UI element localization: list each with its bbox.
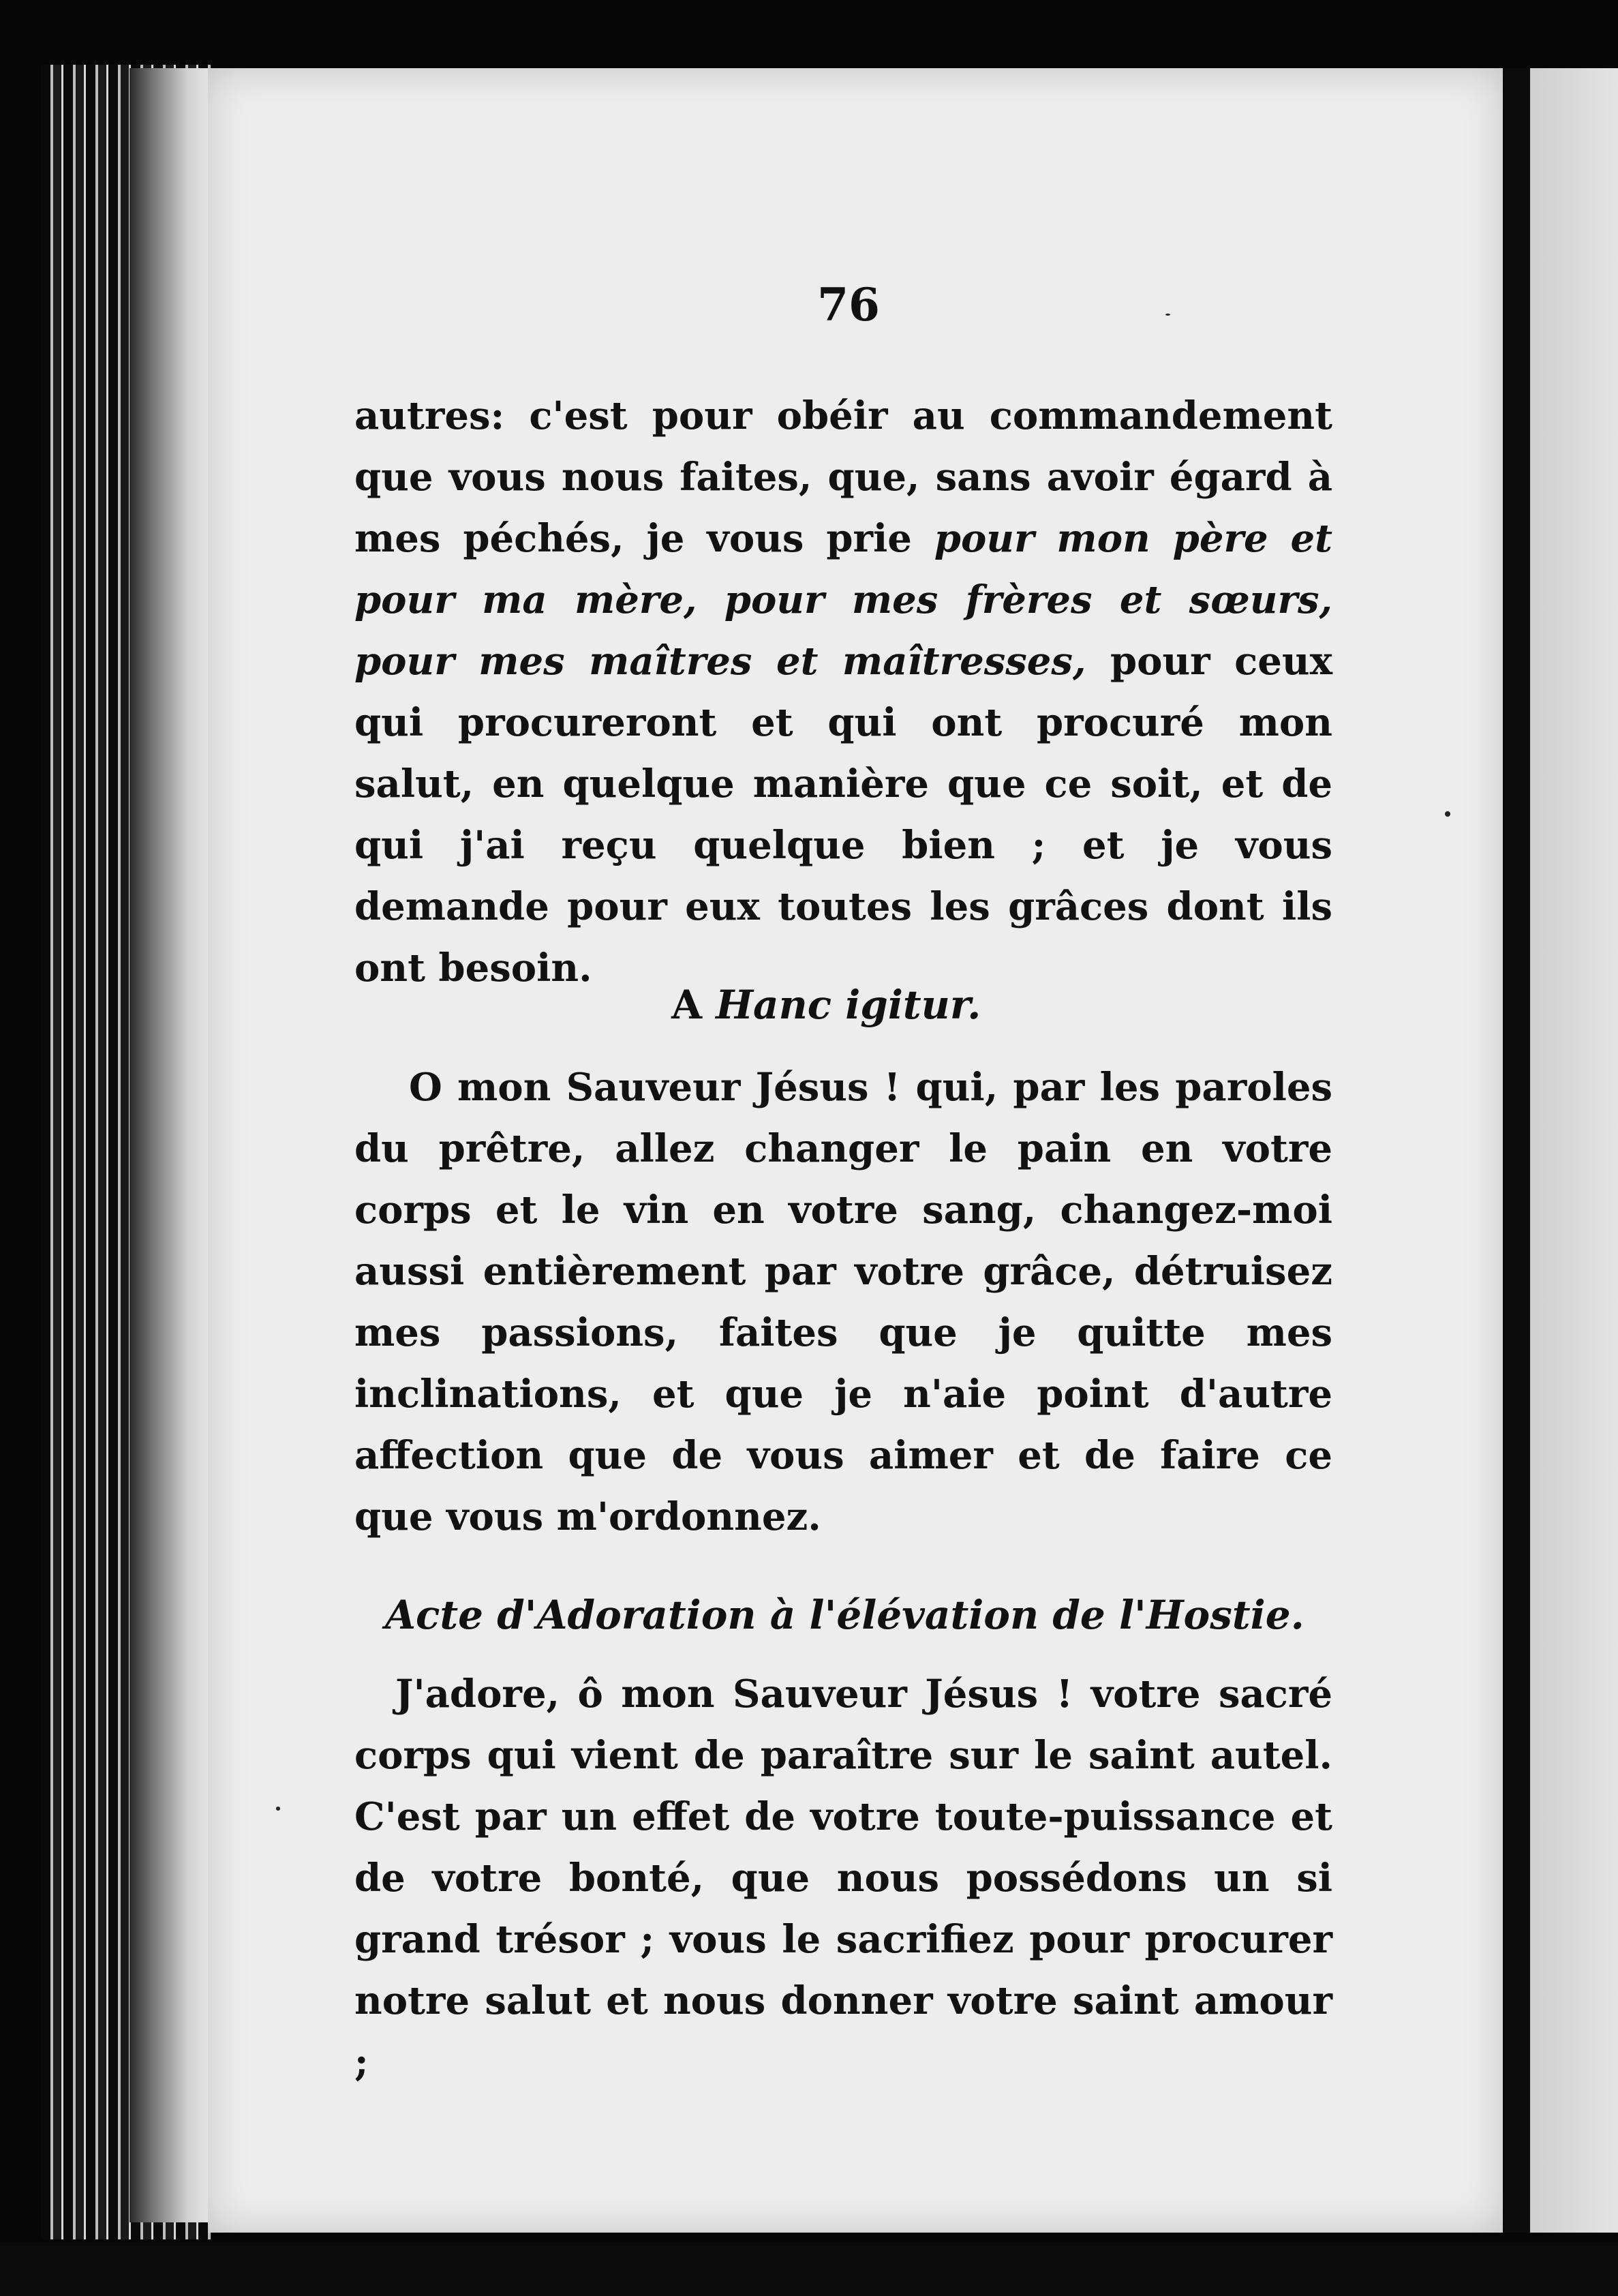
- paragraph-2-text: O mon Sauveur Jésus ! qui, par les paroles du prêtre, allez changer le pain en votre corps et le vin en votre sang, changez-moi aussi entièrement par votre grâce, détruisez mes passions, faites que je quitte mes inclinations, et que je n'aie point d'autre affection que de vous aimer et de faire ce que vous m'ordonnez.: [354, 1065, 1332, 1539]
- heading-hanc-igitur: [671, 982, 981, 1028]
- gutter: [1503, 68, 1530, 2233]
- bottom-border: [0, 2243, 1618, 2296]
- paragraph-2: [354, 1057, 1332, 1547]
- paragraph-1-part-1: autres: c'est pour obéir au commandement que vous nous faites, que, sans avoir égard à mes péchés, je vous prie: [354, 393, 1332, 561]
- paragraph-1-part-3: pour ceux qui procureront et qui ont procuré mon salut, en quelque manière que ce soit, et de qui j'ai reçu quelque bien ; et je vous demande pour eux toutes les grâces dont ils ont besoin.: [354, 639, 1333, 991]
- heading-title: Hanc igitur.: [716, 982, 981, 1028]
- paragraph-1: [354, 385, 1332, 999]
- heading-prefix: A: [671, 982, 716, 1028]
- binding-shadow: [129, 68, 211, 2222]
- paragraph-1-italic-part: pour mon père et pour ma mère, pour mes frères et sœurs, pour mes maîtres et maîtresses,: [354, 516, 1332, 684]
- paper-speck: [276, 1807, 280, 1811]
- page-number: 76: [817, 278, 880, 331]
- paragraph-3: [354, 1663, 1332, 2093]
- heading-acte-adoration: Acte d'Adoration à l'élévation de l'Hostie.: [385, 1592, 1304, 1638]
- paper-speck: [1445, 811, 1450, 817]
- paper-speck: [1165, 314, 1170, 316]
- paragraph-3-text: J'adore, ô mon Sauveur Jésus ! votre sacré corps qui vient de paraître sur le saint autel. C'est par un effet de votre toute-puissance et de votre bonté, que nous possédons un si grand trésor ; vous le sacrifiez pour procurer notre salut et nous donner votre saint amour ;: [354, 1672, 1332, 2085]
- facing-page-edge: [1530, 68, 1618, 2233]
